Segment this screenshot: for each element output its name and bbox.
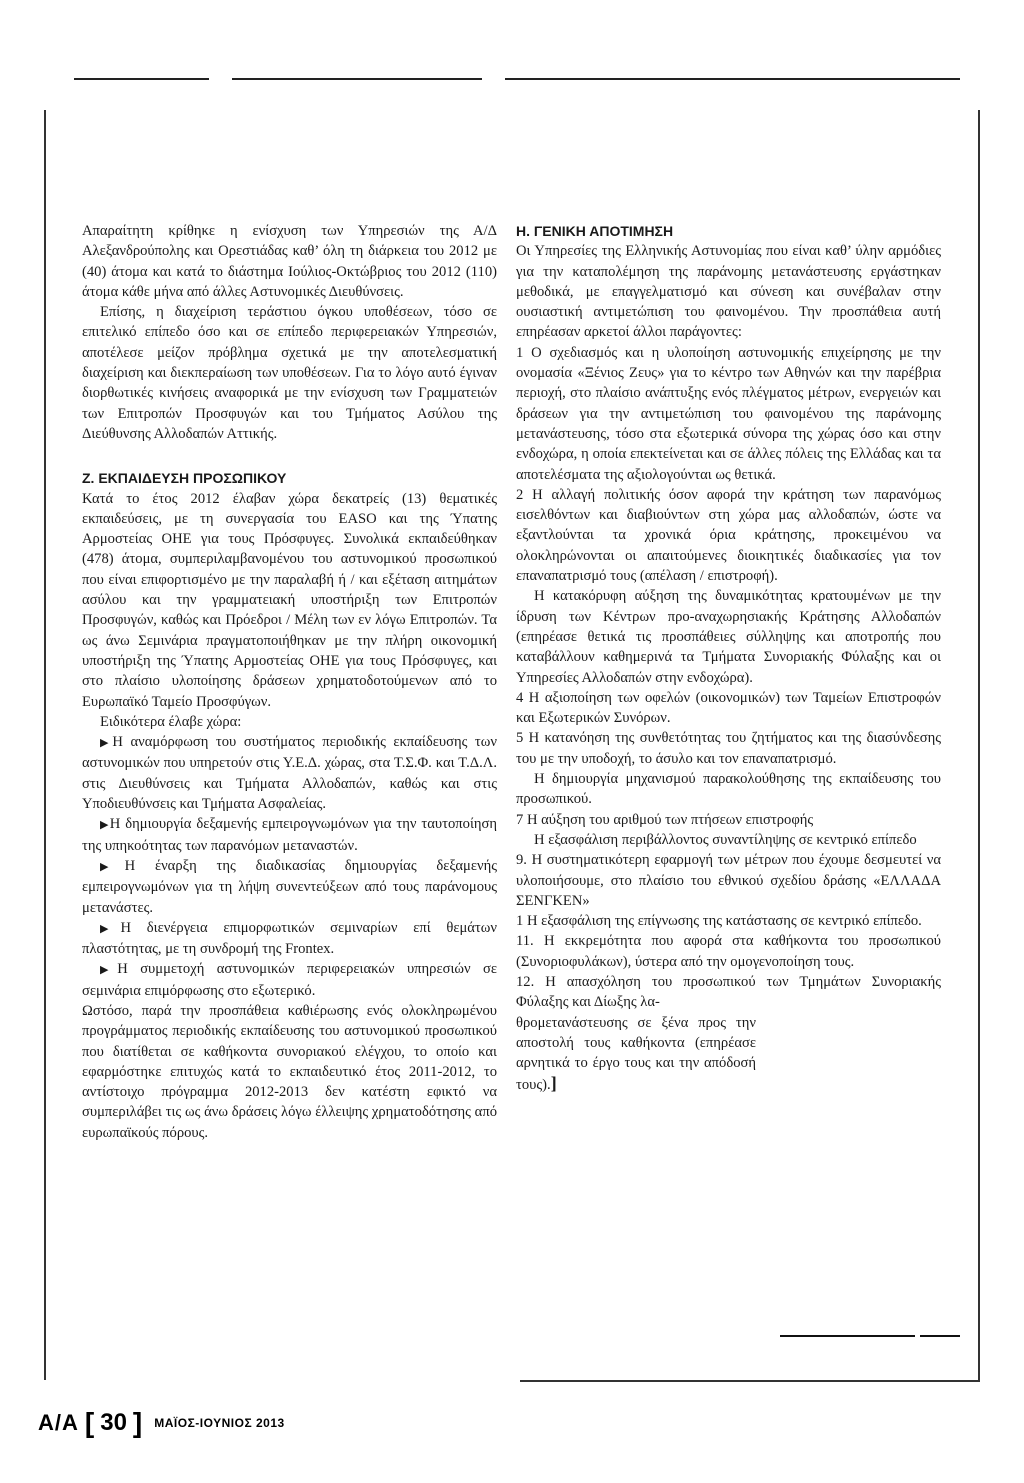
top-rule-left [74,78,209,80]
assessment-item-10: 1 Η εξασφάλιση της επίγνωσης της κατάστασης σε κεντρικό επίπεδο. [516,913,922,930]
page-bracket-open: [ [84,1407,95,1438]
assessment-item-12b [516,1013,756,1096]
assessment-item-4: 4 Η αξιοποίηση των οφελών (οικονομικών) των Ταμείων Επιστροφών και Εξωτερικών Συνόρων. [516,689,941,727]
assessment-item-8: Η εξασφάλιση περιβάλλοντος συναντίληψης σε κεντρικό επίπεδο [534,831,917,848]
left-column [82,221,497,1143]
bullet-text-3: Η έναρξη της διαδικασίας δημιουργίας δεξαμενής εμπειρογνωμόνων για τη λήψη συνεντεύξεων από τους παράνομους μετανάστες. [82,857,497,916]
assessment-item-7: 7 Η αύξηση του αριθμού των πτήσεων επιστροφής [516,811,814,828]
bullet-item-4 [82,918,497,960]
assessment-item-6: Η δημιουργία μηχανισμού παρακολούθησης της εκπαίδευσης του προσωπικού. [516,771,941,808]
bullet-text-4: Η διενέργεια επιμορφωτικών σεμιναρίων επί θεμάτων πλαστότητας, με τη συνδρομή της Frontex. [82,919,497,958]
issue-date: ΜΑΪΟΣ-ΙΟΥΝΙΟΣ 2013 [154,1416,285,1430]
assessment-item-1: 1 Ο σχεδιασμός και η υλοποίηση αστυνομικής επιχείρησης με την ονομασία «Ξένιος Ζευς» για το κέντρο των Αθηνών και την παρέβρια περιοχή, στο πλαίσιο ανάπτυξης ενός πλέγματος μέτρων, ενεργειών και δράσεων για την αντιμετώπιση του φαινομένου της παράνομης μετανάστευσης, τόσο στα εξωτερικά σύνορα της χώρας όσο και στην ενδοχώρα, η οποία επεκτείνεται και σε άλλες πόλεις της Ελλάδας και τα αποτελέσματα της αξιολογούνται ως θετικά. [516,344,941,483]
bullet-arrow-icon: ▶ [100,963,118,977]
right-edge-line [978,110,980,1380]
top-rule-right [505,78,960,80]
bullet-text-2: Η δημιουργία δεξαμενής εμπειρογνωμόνων για την ταυτοποίηση της υπηκοότητας των παρανόμων μεταναστών. [82,816,498,854]
magazine-logo: Α/Α [38,1410,79,1435]
assessment-item-9: 9. Η συστηματικότερη εφαρμογή των μέτρων που έχουμε δεσμευτεί να υλοποιήσουμε, στο πλαίσιο του εθνικού σχεδίου δράσης «ΕΛΛΑΔΑ ΣΕΝΓΚΕΝ» [516,852,941,909]
right-column [516,221,941,1096]
assessment-item-12b-text: θρομετανάστευσης σε ξένα προς την αποστολή τους καθήκοντα (επηρέασε αρνητικά το έργο τους και την απόδοσή τους). [516,1014,756,1094]
left-paragraph-1: Απαραίτητη κρίθηκε η ενίσχυση των Υπηρεσιών της Α/Δ Αλεξανδρούπολης και Ορεστιάδας καθ’ όλη τη διάρκεια του 2012 με (40) άτομα και κατά το διάστημα Ιούλιος-Οκτώβριος του 2012 (110) άτομα κάθε μήνα από άλλες Αστυνομικές Διευθύνσεις. [82,223,497,300]
bullet-text-1: Η αναμόρφωση του συστήματος περιοδικής εκπαίδευσης των αστυνομικών που υπηρετούν στις Υ.Ε.Δ. χώρας, στα Τ.Σ.Φ. και Τ.Δ.Λ. στις Διευθύνσεις και Τμήματα Αλλοδαπών, καθώς και στις Υποδιευθύνσεις και Τμήματα Ασφαλείας. [82,734,497,813]
closing-bracket: ] [550,1073,557,1094]
section-heading-z: Ζ. ΕΚΠΑΙΔΕΥΣΗ ΠΡΟΣΩΠΙΚΟΥ [82,470,287,487]
right-paragraph-1: Οι Υπηρεσίες της Ελληνικής Αστυνομίας που είναι καθ’ ύλην αρμόδιες για την καταπολέμηση της παράνομης μετανάστευσης εργάστηκαν μεθοδικά, με επαγγελματισμό και σύνεση και συνέβαλαν στην ουσιαστική αντιμετώπιση του φαινομένου. Την προσπάθεια αυτή επηρέασαν αρκετοί άλλοι παράγοντες: [516,243,941,341]
bullet-arrow-icon: ▶ [100,818,110,832]
left-paragraph-5: Ωστόσο, παρά την προσπάθεια καθιέρωσης ενός ολοκληρωμένου προγράμματος περιοδικής εκπαίδευσης του αστυνομικού προσωπικού που διατίθεται σε καθήκοντα συνοριακού ελέγχου, το οποίο και εφαρμόστηκε επιτυχώς κατά το εκπαιδευτικό έτος 2011-2012, το αντίστοιχο πρόγραμμα 2012-2013 δεν κατέστη εφικτό να συμπεριλάβει τις ως άνω δράσεις λόγω έλλειψης χρηματοδότησης από ευρωπαϊκούς πόρους. [82,1002,497,1141]
page-number: 30 [100,1409,127,1436]
bullet-item-3 [82,856,497,918]
bottom-rule [520,1380,980,1382]
page-bracket-close: ] [132,1407,143,1438]
bullet-item-5 [82,959,497,1001]
left-paragraph-4: Ειδικότερα έλαβε χώρα: [100,713,242,730]
assessment-item-12a: 12. Η απασχόληση του προσωπικού των Τμημάτων Συνοριακής Φύλαξης και Δίωξης λα- [516,973,941,1011]
section-heading-h: Η. ΓΕΝΙΚΗ ΑΠΟΤΙΜΗΣΗ [516,223,674,239]
bullet-arrow-icon: ▶ [100,736,113,750]
left-paragraph-3: Κατά το έτος 2012 έλαβαν χώρα δεκατρείς (13) θεματικές εκπαιδεύσεις, με τη συνεργασία του EASO και της Ύπατης Αρμοστείας ΟΗΕ για τους Πρόσφυγες. Συνολικά εκπαιδεύθηκαν (478) άτομα, συμπεριλαμβανομένου του αστυνομικού προσωπικού που είναι επιφορτισμένο με την παραλαβή ή / και εξέταση αιτημάτων ασύλου και την γραμματειακή υποστήριξη των Επιτροπών Προσφυγών, καθώς και Πρόεδροι / Μέλη των εν λόγω Επιτροπών. Τα ως άνω Σεμινάρια πραγματοποιήθηκαν με την πλήρη οικονομική υποστήριξη της Ύπατης Αρμοστείας ΟΗΕ για τους Πρόσφυγες, και στο πλαίσιο υλοποίησης δράσεων χρηματοδοτούμενων από το Ευρωπαϊκό Ταμείο Προσφύγων. [82,490,497,710]
bullet-arrow-icon: ▶ [100,921,121,935]
end-rule-2 [920,1335,960,1337]
bullet-text-5: Η συμμετοχή αστυνομικών περιφερειακών υπηρεσιών σε σεμινάρια επιμόρφωσης στο εξωτερικό. [82,961,497,999]
bullet-item-1 [82,732,497,814]
left-paragraph-2: Επίσης, η διαχείριση τεράστιου όγκου υποθέσεων, τόσο σε επιτελικό επίπεδο όσο και σε επίπεδο περιφερειακών Υπηρεσιών, αποτέλεσε μείζον πρόβλημα σχετικά με την αποτελεσματική διαχείριση και διεκπεραίωση των υποθέσεων. Για το λόγο αυτό έγιναν διορθωτικές κινήσεις αναφορικά με την ενίσχυση των Γραμματειών των Επιτροπών Προσφυγών και του Τμήματος Ασύλου της Διεύθυνσης Αλλοδαπών Αττικής. [82,304,497,442]
assessment-item-5: 5 Η κατανόηση της συνθετότητας του ζητήματος και της διασύνδεσης του με την υποδοχή, το άσυλο και τον επαναπατρισμό. [516,730,941,767]
assessment-item-11: 11. Η εκκρεμότητα που αφορά στα καθήκοντα του προσωπικού (Συνοριοφυλάκων), ύστερα από την ομογενοποίηση τους. [516,933,941,970]
assessment-item-3: Η κατακόρυφη αύξηση της δυναμικότητας κρατουμένων με την ίδρυση των Κέντρων προ-αναχωρησιακής Κράτησης Αλλοδαπών (επηρέασε θετικά τις προσπάθειες σύλληψης και αποτροπής που καταβάλλουν καθημερινά τα Τμήματα Συνοριακής Φύλαξης και οι Υπηρεσίες Αλλοδαπών στην ενδοχώρα). [516,588,941,686]
assessment-item-2: 2 Η αλλαγή πολιτικής όσον αφορά την κράτηση των παρανόμως εισελθόντων και διαβιούντων στη χώρα μας αλλοδαπών, ώστε να εξαντλούνται τα χρονικά όρια κράτησης, προκειμένου να ολοκληρώνονται οι απαιτούμενες διοικητικές διαδικασίες για τον επαναπατρισμό τους (απέλαση / επιστροφή). [516,486,941,585]
bullet-arrow-icon: ▶ [100,859,125,873]
left-edge-line [44,110,46,1380]
end-rule-1 [780,1335,915,1337]
page-footer [38,1407,285,1439]
bullet-item-2 [82,814,497,856]
top-rule-mid [232,78,482,80]
